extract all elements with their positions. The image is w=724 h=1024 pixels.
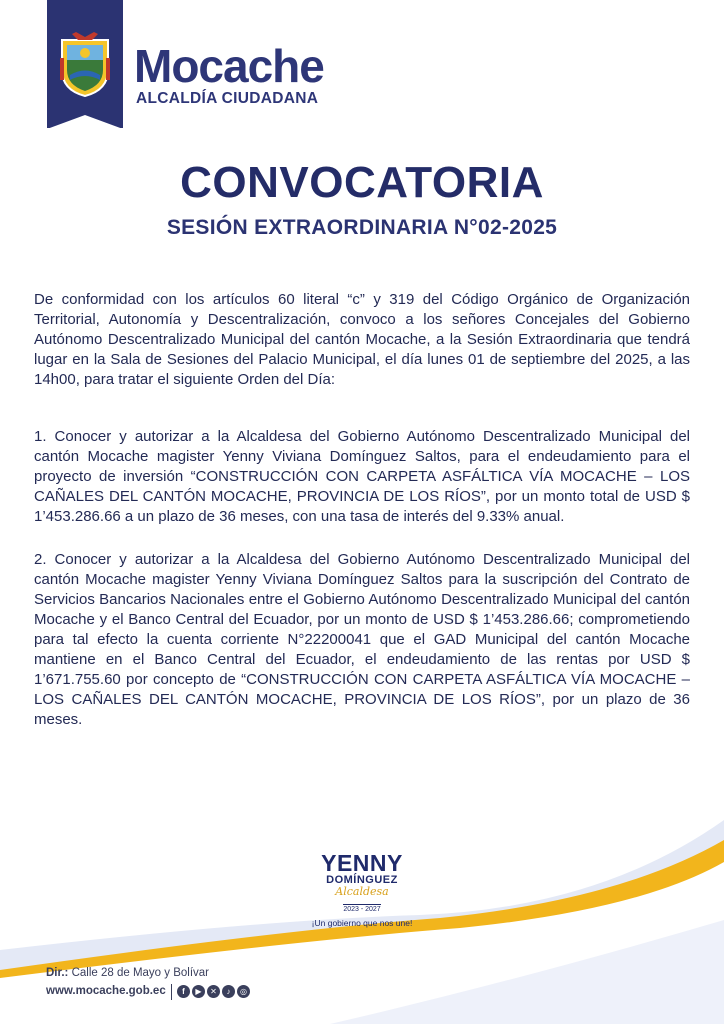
campaign-years: 2023 - 2027 <box>343 906 381 913</box>
social-icons <box>177 985 250 999</box>
agenda-item-2: 2. Conocer y autorizar a la Alcaldesa del Gobierno Autónomo Descentralizado Municipal del cantón Mocache magister Yenny Viviana Domínguez Saltos para la suscripción del Contrato de Servicios Bancarios Nacionales entre el Gobierno Autónomo Descentralizado Municipal del cantón Mocache y el Banco Central del Ecuador, por un monto de USD $ 1’453.286.66; comprometiendo para tal efecto la cuenta corriente N°22200041 que el GAD Municipal del cantón Mocache mantiene en el Banco Central del Ecuador, el endeudamiento de las rentas por USD $ 1’671.755.60 por concepto de “CONSTRUCCIÓN CON CARPETA ASFÁLTICA VÍA MOCACHE – LOS CAÑALES DEL CANTÓN MOCACHE, PROVINCIA DE LOS RÍOS”, por un plazo de 36 meses. <box>34 551 690 728</box>
campaign-surname: DOMÍNGUEZ <box>326 874 398 886</box>
intro-paragraph: De conformidad con los artículos 60 literal “c” y 319 del Código Orgánico de Organización Territorial, Autonomía y Descentralización, convoco a los señores Concejales del Gobierno Autónomo Descentralizado Municipal del cantón Mocache, a la Sesión Extraordinaria que tendrá lugar en la Sala de Sesiones del Palacio Municipal, el día lunes 01 de septiembre del 2025, a las 14h00, para tratar el siguiente Orden del Día: <box>34 291 690 388</box>
brand-name: Mocache <box>134 40 324 92</box>
campaign-name: YENNY <box>321 850 403 876</box>
agenda-item-1: 1. Conocer y autorizar a la Alcaldesa del Gobierno Autónomo Descentralizado Municipal del cantón Mocache magister Yenny Viviana Domínguez Saltos, para el endeudamiento para el proyecto de inversión “CONSTRUCCIÓN CON CARPETA ASFÁLTICA VÍA MOCACHE – LOS CAÑALES DEL CANTÓN MOCACHE, PROVINCIA DE LOS RÍOS”, por un monto total de USD $ 1’453.286.66 a un plazo de 36 meses, con una tasa de interés del 9.33% anual. <box>34 428 690 525</box>
website-link[interactable]: www.mocache.gob.ec <box>46 985 166 997</box>
instagram-icon[interactable]: ◎ <box>237 985 250 998</box>
campaign-role: Alcaldesa <box>335 885 389 898</box>
document-title: CONVOCATORIA <box>180 158 544 207</box>
document-subtitle: SESIÓN EXTRAORDINARIA N°02-2025 <box>166 216 558 239</box>
address-label: Dir.: <box>46 967 69 979</box>
youtube-icon[interactable]: ▶ <box>192 985 205 998</box>
address-text: Calle 28 de Mayo y Bolívar <box>68 967 209 979</box>
campaign-slogan: ¡Un gobierno que nos une! <box>311 918 413 928</box>
twitter-icon[interactable]: ✕ <box>207 985 220 998</box>
coat-of-arms-icon <box>58 30 112 98</box>
facebook-icon[interactable]: f <box>177 985 190 998</box>
tiktok-icon[interactable]: ♪ <box>222 985 235 998</box>
footer-address <box>46 967 209 979</box>
campaign-logo <box>300 852 424 928</box>
brand-subtitle: ALCALDÍA CIUDADANA <box>136 90 319 107</box>
footer-separator <box>171 984 172 1000</box>
